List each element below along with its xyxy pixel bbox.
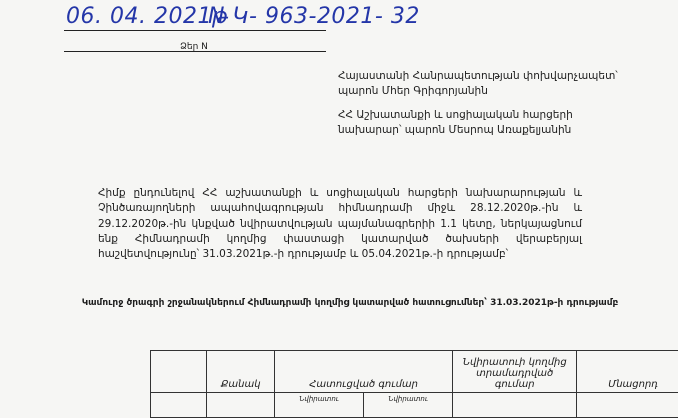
body-paragraph: Հիմք ընդունելով ՀՀ աշխատանքի և սոցիալական հարցերի նախարարության և Չինծառայողների ապահովագրության հիմնադրամի միջև 28.12.2020թ.-ին և 29.12.2020թ.-ին կնքված նվիրատվության պայմանագրերիի 1.1 կետը, ներկայացնում ենք Հիմնադրամի կողմից փաստացի կատարված ծախսերի վերաբերյալ հաշվետվությունը՝ 31.03.2021թ.-ի դրությամբ և 05.04.2021թ.-ի դրությամբ՝	[98, 187, 582, 261]
table-header-quantity: Քանակ	[207, 351, 275, 393]
table-header-balance: Մնացորդ	[577, 351, 678, 393]
table-cell-split	[275, 393, 453, 418]
table-cell	[577, 393, 678, 418]
addressee-1-title: Հայաստանի Հանրապետության փոխվարչապետ՝	[338, 70, 618, 82]
handwritten-reference-number: N Կ- 963-2021- 32	[208, 4, 420, 29]
handwritten-date: 06. 04. 2021թ	[66, 4, 229, 29]
sub-cell-donor-1: Նվիրատու	[275, 393, 364, 417]
table-header-donor-provided: Նվիրատուի կողմից տրամադրված գումար	[453, 351, 577, 393]
your-number-label: Ձեր N	[180, 42, 208, 52]
addressee-2	[338, 108, 573, 138]
addressee-2-title: ՀՀ Աշխատանքի և սոցիալական հարցերի	[338, 109, 573, 121]
addressee-1-name: պարոն Մհեր Գրիգորյանին	[338, 85, 488, 97]
date-underline	[64, 30, 326, 31]
sub-cell-donor-2: Նվիրատու	[388, 395, 428, 403]
ref-underline-right	[210, 51, 326, 52]
table-header-compensated: Հատուցված գումար	[275, 351, 453, 393]
addressee-2-name: նախարար՝ պարոն Մեսրոպ Առաքելյանին	[338, 124, 572, 136]
table-cell	[453, 393, 577, 418]
table-cell	[151, 393, 207, 418]
addressee-1	[338, 69, 618, 99]
table-row	[151, 393, 678, 418]
table-header-row	[151, 351, 678, 393]
table-cell	[207, 393, 275, 418]
table-header-empty	[151, 351, 207, 393]
letter-body	[98, 186, 582, 262]
table-caption: Կամուրջ ծրագրի շրջանակներում Հիմնադրամի կողմից կատարված հատուցումներ՝ 31.03.2021թ-ի դրությամբ	[81, 298, 619, 308]
compensation-table	[150, 350, 678, 418]
